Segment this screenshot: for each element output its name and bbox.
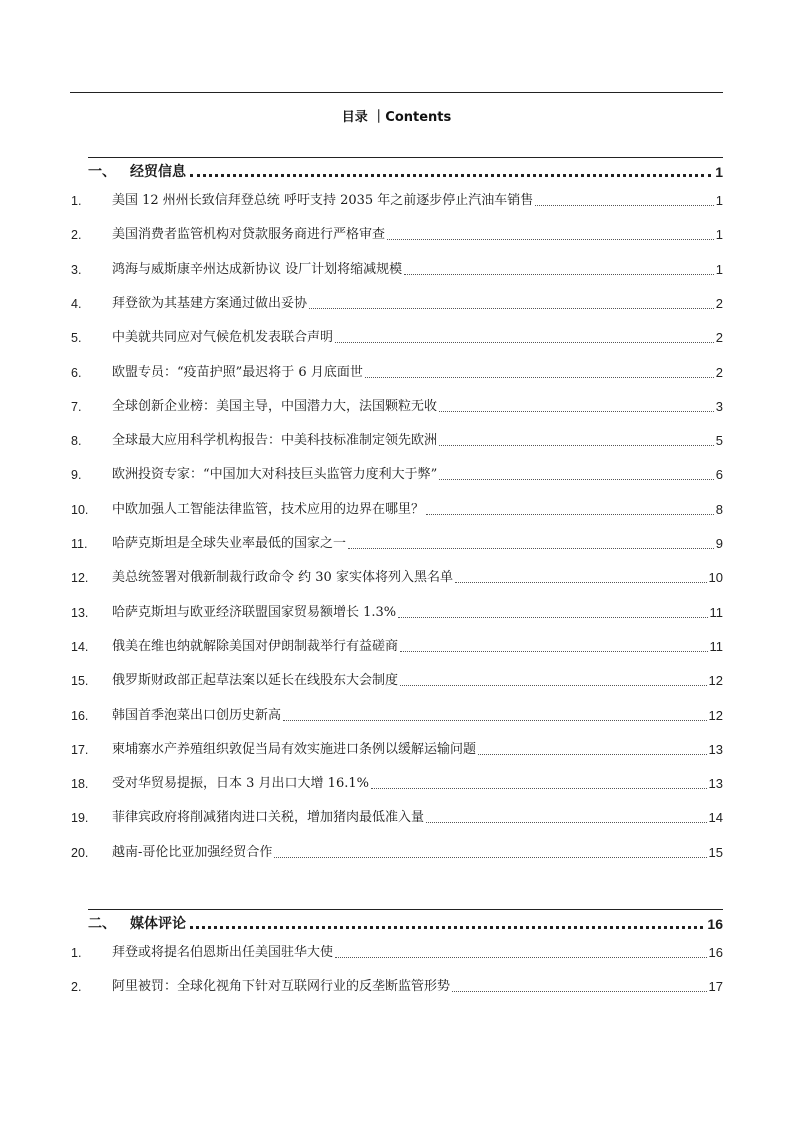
dot-leader bbox=[404, 274, 714, 275]
entry-page-number: 2 bbox=[715, 365, 723, 380]
entry-title: 美国消费者监管机构对贷款服务商进行严格审查 bbox=[112, 227, 386, 242]
dot-leader bbox=[426, 822, 707, 823]
entry-number: 1. bbox=[71, 194, 82, 208]
dot-leader bbox=[439, 479, 713, 480]
entry-page-number: 11 bbox=[709, 639, 723, 654]
entry-title: 拜登欲为其基建方案通过做出妥协 bbox=[112, 296, 308, 311]
dot-leader bbox=[455, 582, 707, 583]
entry-number: 8. bbox=[71, 434, 82, 448]
entry-page-number: 3 bbox=[715, 399, 723, 414]
entry-page-number: 17 bbox=[708, 979, 723, 994]
entry-number: 20. bbox=[71, 846, 89, 860]
entry-title: 中欧加强人工智能法律监管，技术应用的边界在哪里？ bbox=[112, 502, 425, 517]
dot-leader bbox=[478, 754, 707, 755]
section-number: 一、 bbox=[88, 164, 116, 180]
dot-leader bbox=[426, 514, 714, 515]
entry-number: 11. bbox=[71, 537, 88, 551]
entry-number: 4. bbox=[71, 297, 82, 311]
dot-leader bbox=[452, 991, 707, 992]
entry-page-number: 14 bbox=[708, 810, 723, 825]
toc-title: 目录 ｜Contents bbox=[341, 110, 452, 125]
toc-entry[interactable] bbox=[71, 771, 723, 793]
toc-entry[interactable] bbox=[71, 222, 723, 244]
entry-title: 美总统签署对俄新制裁行政命令 约 30 家实体将列入黑名单 bbox=[112, 570, 453, 585]
toc-entry[interactable] bbox=[71, 531, 723, 553]
toc-entry[interactable] bbox=[71, 462, 723, 484]
entry-number: 3. bbox=[71, 263, 82, 277]
toc-entry[interactable] bbox=[71, 257, 723, 279]
dot-leader bbox=[387, 239, 714, 240]
entry-number: 19. bbox=[71, 811, 89, 825]
dot-leader bbox=[400, 651, 707, 652]
toc-entry[interactable] bbox=[71, 360, 723, 382]
entry-number: 6. bbox=[71, 366, 82, 380]
entry-page-number: 2 bbox=[715, 330, 723, 345]
toc-entry[interactable] bbox=[71, 291, 723, 313]
entry-page-number: 5 bbox=[715, 433, 723, 448]
entry-page-number: 12 bbox=[708, 673, 723, 688]
dot-leader bbox=[439, 411, 714, 412]
entry-title: 全球最大应用科学机构报告：中美科技标准制定领先欧洲 bbox=[112, 433, 438, 448]
toc-entry[interactable] bbox=[71, 325, 723, 347]
entry-page-number: 1 bbox=[715, 227, 723, 242]
entry-number: 13. bbox=[71, 606, 89, 620]
entry-title: 全球创新企业榜：美国主导，中国潜力大，法国颗粒无收 bbox=[112, 399, 438, 414]
toc-entry[interactable] bbox=[71, 428, 723, 450]
entry-title: 欧洲投资专家：“中国加大对科技巨头监管力度利大于弊” bbox=[112, 467, 438, 482]
entry-page-number: 6 bbox=[715, 467, 723, 482]
section-label: 经贸信息 bbox=[130, 164, 186, 180]
toc-entry[interactable] bbox=[71, 565, 723, 587]
entry-page-number: 1 bbox=[715, 262, 723, 277]
header-rule bbox=[70, 92, 723, 93]
entry-number: 14. bbox=[71, 640, 89, 654]
toc-entry[interactable] bbox=[71, 703, 723, 725]
entry-page-number: 11 bbox=[709, 605, 723, 620]
entry-page-number: 13 bbox=[708, 742, 723, 757]
toc-entry[interactable] bbox=[71, 737, 723, 759]
toc-entry[interactable] bbox=[71, 668, 723, 690]
entry-title: 美国 12 州州长致信拜登总统 呼吁支持 2035 年之前逐步停止汽油车销售 bbox=[112, 193, 534, 208]
entry-number: 17. bbox=[71, 743, 89, 757]
entry-page-number: 13 bbox=[708, 776, 723, 791]
toc-entry[interactable] bbox=[71, 974, 723, 996]
entry-number: 16. bbox=[71, 709, 89, 723]
section-page-number: 1 bbox=[715, 164, 723, 180]
entry-number: 2. bbox=[71, 228, 82, 242]
dot-leader bbox=[335, 342, 714, 343]
dot-leader bbox=[348, 548, 714, 549]
entry-title: 拜登或将提名伯恩斯出任美国驻华大使 bbox=[112, 945, 334, 960]
entry-number: 12. bbox=[71, 571, 89, 585]
entry-title: 俄美在维也纳就解除美国对伊朗制裁举行有益磋商 bbox=[112, 639, 399, 654]
entry-number: 2. bbox=[71, 980, 82, 994]
entry-title: 受对华贸易提振，日本 3 月出口大增 16.1% bbox=[112, 776, 369, 791]
entry-page-number: 16 bbox=[708, 945, 723, 960]
dot-leader bbox=[365, 377, 714, 378]
dot-leader bbox=[190, 926, 703, 929]
dot-leader bbox=[371, 788, 707, 789]
entry-number: 10. bbox=[71, 503, 89, 517]
section-label: 媒体评论 bbox=[130, 916, 186, 932]
entry-title: 菲律宾政府将削减猪肉进口关税，增加猪肉最低准入量 bbox=[112, 810, 425, 825]
toc-entry[interactable] bbox=[71, 840, 723, 862]
entry-number: 5. bbox=[71, 331, 82, 345]
section-page-number: 16 bbox=[707, 916, 723, 932]
entry-number: 1. bbox=[71, 946, 82, 960]
toc-entry[interactable] bbox=[71, 940, 723, 962]
toc-section-heading[interactable] bbox=[88, 910, 723, 934]
dot-leader bbox=[283, 720, 707, 721]
toc-entry[interactable] bbox=[71, 634, 723, 656]
dot-leader bbox=[274, 857, 706, 858]
toc-entry[interactable] bbox=[71, 600, 723, 622]
toc-entry[interactable] bbox=[71, 497, 723, 519]
entry-page-number: 8 bbox=[715, 502, 723, 517]
entry-number: 18. bbox=[71, 777, 89, 791]
entry-number: 9. bbox=[71, 468, 82, 482]
section-number: 二、 bbox=[88, 916, 116, 932]
entry-title: 阿里被罚：全球化视角下针对互联网行业的反垄断监管形势 bbox=[112, 979, 451, 994]
toc-entry[interactable] bbox=[71, 394, 723, 416]
entry-title: 俄罗斯财政部正起草法案以延长在线股东大会制度 bbox=[112, 673, 399, 688]
toc-entry[interactable] bbox=[71, 805, 723, 827]
dot-leader bbox=[400, 685, 707, 686]
entry-title: 哈萨克斯坦是全球失业率最低的国家之一 bbox=[112, 536, 347, 551]
entry-title: 韩国首季泡菜出口创历史新高 bbox=[112, 708, 282, 723]
dot-leader bbox=[309, 308, 714, 309]
dot-leader bbox=[335, 957, 707, 958]
dot-leader bbox=[535, 205, 713, 206]
entry-title: 柬埔寨水产养殖组织敦促当局有效实施进口条例以缓解运输问题 bbox=[112, 742, 477, 757]
entry-title: 越南-哥伦比亚加强经贸合作 bbox=[112, 845, 273, 860]
entry-page-number: 1 bbox=[715, 193, 723, 208]
entry-title: 哈萨克斯坦与欧亚经济联盟国家贸易额增长 1.3% bbox=[112, 605, 397, 620]
dot-leader bbox=[190, 174, 711, 177]
entry-page-number: 12 bbox=[708, 708, 723, 723]
entry-page-number: 10 bbox=[708, 570, 723, 585]
entry-page-number: 15 bbox=[708, 845, 723, 860]
dot-leader bbox=[439, 445, 714, 446]
entry-number: 15. bbox=[71, 674, 89, 688]
entry-number: 7. bbox=[71, 400, 82, 414]
dot-leader bbox=[398, 617, 707, 618]
toc-entry[interactable] bbox=[71, 188, 723, 210]
entry-title: 欧盟专员：“疫苗护照”最迟将于 6 月底面世 bbox=[112, 365, 363, 380]
entry-title: 鸿海与威斯康辛州达成新协议 设厂计划将缩减规模 bbox=[112, 262, 403, 277]
entry-page-number: 2 bbox=[715, 296, 723, 311]
entry-page-number: 9 bbox=[715, 536, 723, 551]
toc-section-heading[interactable] bbox=[88, 158, 723, 182]
entry-title: 中美就共同应对气候危机发表联合声明 bbox=[112, 330, 334, 345]
